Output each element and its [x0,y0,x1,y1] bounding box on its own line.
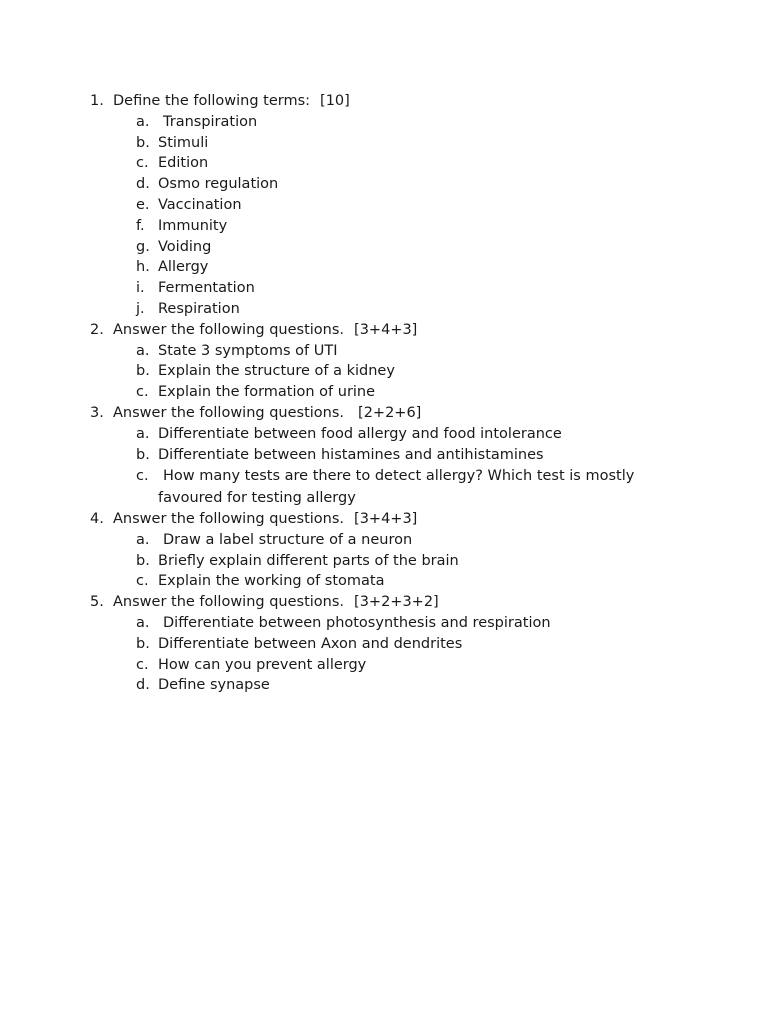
sub-item-continuation-text: favoured for testing allergy [158,490,356,507]
sub-item-text: Allergy [158,259,209,276]
question-2 [0,320,768,341]
question-marks: [3+4+3] [354,321,418,338]
sub-item [0,216,768,237]
sub-item [0,341,768,362]
sub-item-text: Fermentation [158,280,255,297]
sub-item [0,299,768,320]
question-4 [0,509,768,530]
question-number: 2. [90,321,104,338]
question-marks: [10] [320,93,350,109]
sub-item [0,195,768,216]
sub-item-letter: h. [136,259,150,276]
sub-item-text: Vaccination [158,196,242,213]
sub-item [0,613,768,634]
question-text: Answer the following questions. [113,510,345,527]
sub-item-letter: b. [136,446,150,463]
question-text: Answer the following questions. [113,404,345,421]
sub-item [0,382,768,403]
sub-item-letter: c. [136,573,149,590]
sub-item-letter: g. [136,238,150,255]
question-3 [0,403,768,424]
sub-item [0,174,768,195]
sub-item-text: Stimuli [158,134,209,151]
sub-item-letter: f. [136,217,145,234]
question-number: 4. [90,510,104,527]
sub-item-text: Immunity [158,217,228,234]
question-marks: [3+4+3] [354,510,418,527]
question-marks: [3+2+3+2] [354,594,439,611]
sub-item-text: Differentiate between photosynthesis and respiration [163,614,551,631]
sub-item-letter: a. [136,614,150,631]
sub-item [0,466,768,487]
sub-item-letter: b. [136,635,150,652]
sub-item-text: Edition [158,155,209,172]
sub-item-letter: a. [136,425,150,442]
sub-item-text: Differentiate between Axon and dendrites [158,635,463,652]
question-text: Answer the following questions. [113,594,345,611]
question-marks: [2+2+6] [358,404,422,421]
sub-item [0,675,768,696]
question-number: 1. [90,93,104,109]
question-1 [0,91,768,112]
sub-item [0,237,768,258]
sub-item-letter: d. [136,677,150,694]
sub-item-text: Differentiate between food allergy and food intolerance [158,425,562,442]
sub-item-text: Briefly explain different parts of the brain [158,552,459,569]
sub-item-letter: a. [136,113,150,130]
sub-item [0,551,768,572]
sub-item-letter: a. [136,531,150,548]
question-paper [0,91,768,696]
sub-item-letter: c. [136,155,149,172]
sub-item-letter: c. [136,468,149,485]
sub-item-letter: c. [136,384,149,401]
sub-item-text: Define synapse [158,677,270,694]
sub-item-continuation [0,488,768,509]
sub-item [0,634,768,655]
sub-item-letter: j. [136,300,145,317]
sub-item-letter: a. [136,342,150,359]
sub-item-text: Explain the working of stomata [158,573,385,590]
sub-item [0,153,768,174]
sub-item-text: How many tests are there to detect allergy? Which test is mostly [163,468,635,485]
sub-item-letter: b. [136,363,150,380]
sub-item [0,530,768,551]
sub-item-text: Osmo regulation [158,176,279,193]
question-text: Answer the following questions. [113,321,345,338]
sub-item-text: Draw a label structure of a neuron [163,531,413,548]
sub-item [0,571,768,592]
sub-item [0,445,768,466]
sub-item-text: Differentiate between histamines and antihistamines [158,446,544,463]
question-number: 5. [90,594,104,611]
question-text: Define the following terms: [113,93,311,109]
sub-item-letter: e. [136,196,150,213]
sub-item [0,133,768,154]
sub-item [0,424,768,445]
sub-item-text: Explain the structure of a kidney [158,363,395,380]
sub-item-text: Voiding [158,238,212,255]
sub-item-letter: c. [136,656,149,673]
sub-item-text: How can you prevent allergy [158,656,367,673]
sub-item-letter: b. [136,134,150,151]
question-number: 3. [90,404,104,421]
sub-item-letter: i. [136,280,145,297]
sub-item [0,361,768,382]
sub-item [0,278,768,299]
sub-item [0,257,768,278]
sub-item-text: Respiration [158,300,240,317]
sub-item-text: Explain the formation of urine [158,384,376,401]
sub-item [0,112,768,133]
sub-item [0,655,768,676]
sub-item-letter: d. [136,176,150,193]
question-5 [0,592,768,613]
sub-item-letter: b. [136,552,150,569]
sub-item-text: Transpiration [163,113,258,130]
sub-item-text: State 3 symptoms of UTI [158,342,338,359]
